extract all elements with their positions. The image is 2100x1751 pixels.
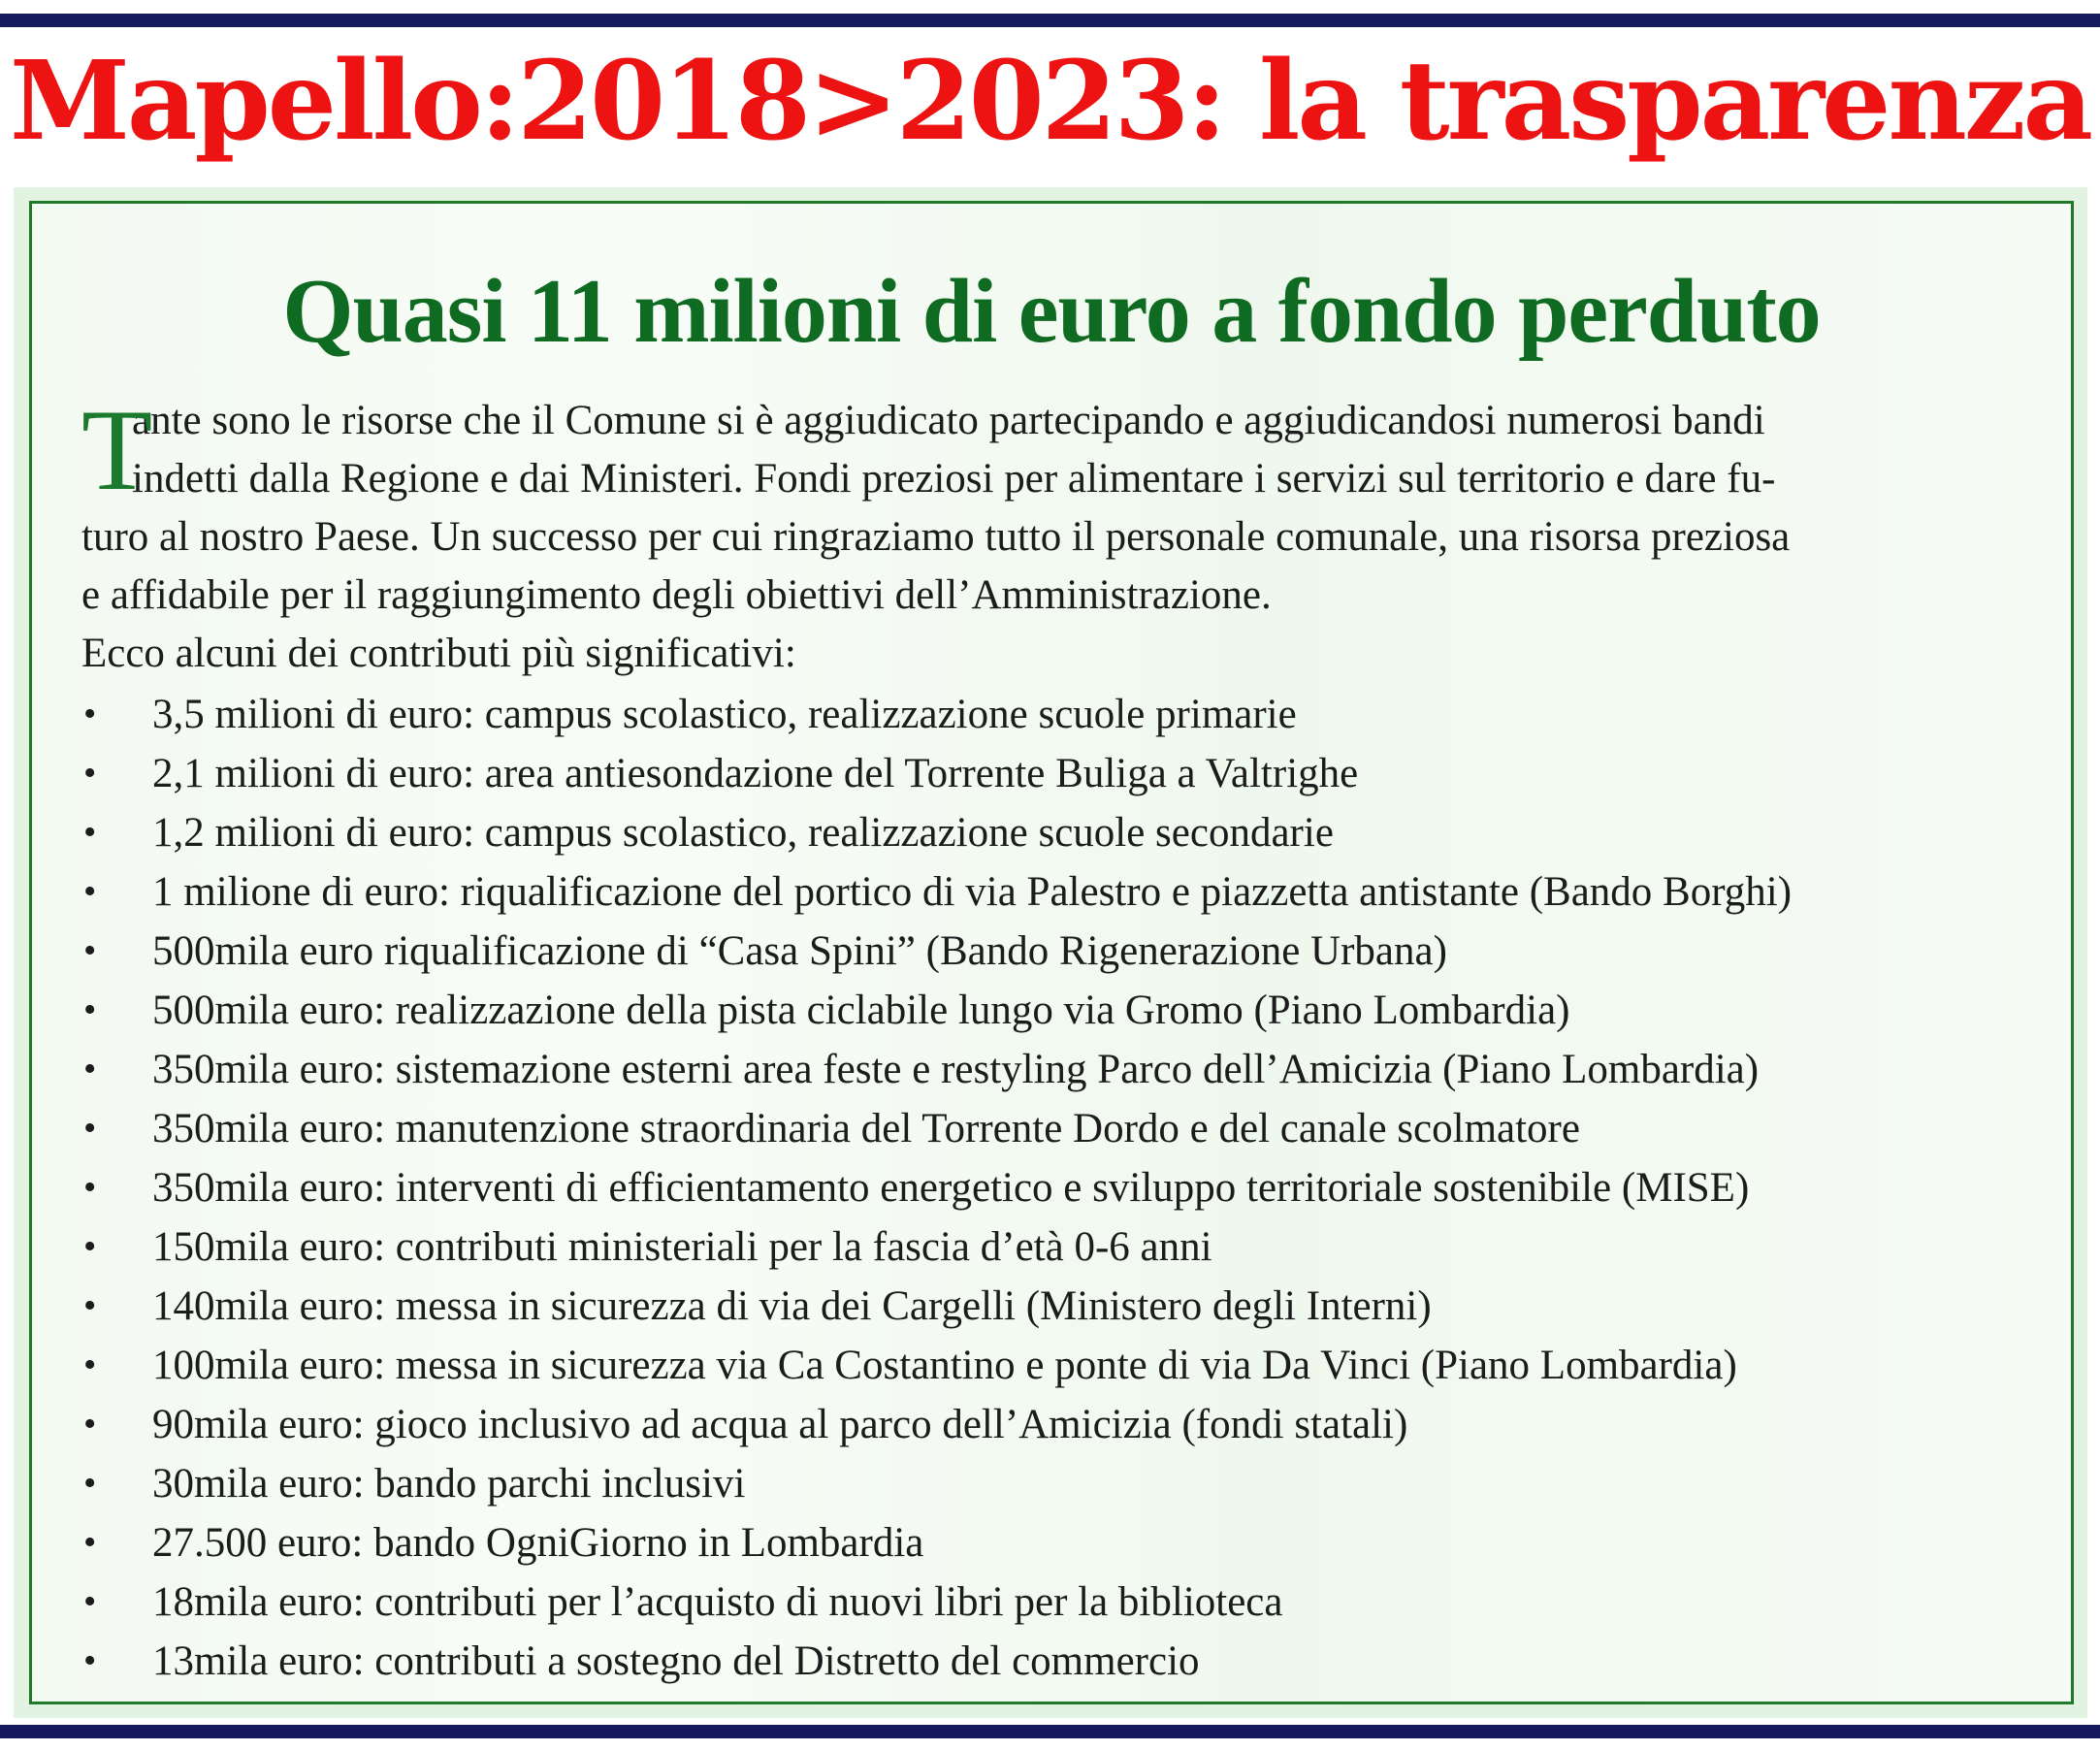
bullet-icon: • <box>83 1226 97 1267</box>
intro-first-block <box>81 385 2051 514</box>
intro-line: ante sono le risorse che il Comune si è aggiudicato partecipando e aggiudicandosi numerosi bandi <box>132 398 1765 443</box>
list-intro: Ecco alcuni dei contributi più significativi: <box>81 631 796 676</box>
list-item-text: 1 milione di euro: riqualificazione del portico di via Palestro e piazzetta antistante (Bando Borghi) <box>152 869 1793 915</box>
list-item <box>81 1217 2051 1277</box>
intro-line: indetti dalla Regione e dai Ministeri. Fondi preziosi per alimentare i servizi sul territorio e dare fu- <box>132 456 1776 502</box>
bullet-icon: • <box>83 753 97 794</box>
bullet-icon: • <box>83 1108 97 1149</box>
bullet-icon: • <box>83 930 97 971</box>
bottom-rule <box>0 1725 2100 1738</box>
list-item <box>81 1454 2051 1513</box>
article-frame <box>29 201 2074 1704</box>
bullet-icon: • <box>83 1049 97 1089</box>
list-item-text: 3,5 milioni di euro: campus scolastico, realizzazione scuole primarie <box>152 692 1297 737</box>
page-headline: Mapello:2018>2023: la trasparenza <box>9 38 2091 165</box>
list-item-text: 500mila euro riqualificazione di “Casa Spini” (Bando Rigenerazione Urbana) <box>152 928 1447 974</box>
article-panel <box>14 187 2087 1718</box>
intro-line: turo al nostro Paese. Un successo per cui ringraziamo tutto il personale comunale, una risorsa preziosa <box>81 514 1791 560</box>
list-item-text: 500mila euro: realizzazione della pista ciclabile lungo via Gromo (Piano Lombardia) <box>152 988 1570 1033</box>
bullet-icon: • <box>83 871 97 912</box>
list-item-text: 350mila euro: manutenzione straordinaria del Torrente Dordo e del canale scolmatore <box>152 1106 1580 1151</box>
list-item <box>81 1040 2051 1099</box>
list-item <box>81 1158 2051 1217</box>
list-item <box>81 1336 2051 1395</box>
list-item <box>81 922 2051 981</box>
list-item-text: 350mila euro: sistemazione esterni area feste e restyling Parco dell’Amicizia (Piano Lombardia) <box>152 1047 1760 1092</box>
drop-cap: T <box>81 385 153 514</box>
list-item-text: 1,2 milioni di euro: campus scolastico, realizzazione scuole secondarie <box>152 810 1334 856</box>
bullet-icon: • <box>83 694 97 734</box>
bullet-icon: • <box>83 1522 97 1563</box>
list-item-text: 30mila euro: bando parchi inclusivi <box>152 1461 746 1507</box>
list-item-text: 140mila euro: messa in sicurezza di via dei Cargelli (Ministero degli Interni) <box>152 1283 1432 1329</box>
article-title: Quasi 11 milioni di euro a fondo perduto <box>282 261 1821 362</box>
list-item-text: 13mila euro: contributi a sostegno del Distretto del commercio <box>152 1638 1200 1684</box>
list-item <box>81 1395 2051 1454</box>
list-item <box>81 1099 2051 1158</box>
list-item-text: 27.500 euro: bando OgniGiorno in Lombardia <box>152 1520 924 1566</box>
bullet-icon: • <box>83 1404 97 1444</box>
bullet-icon: • <box>83 1581 97 1622</box>
intro-line: e affidabile per il raggiungimento degli obiettivi dell’Amministrazione. <box>81 572 1272 618</box>
top-rule <box>0 14 2100 27</box>
list-item <box>81 685 2051 744</box>
list-item-text: 18mila euro: contributi per l’acquisto di nuovi libri per la biblioteca <box>152 1579 1283 1625</box>
list-item <box>81 1573 2051 1632</box>
list-item-text: 350mila euro: interventi di efficientamento energetico e sviluppo territoriale sostenibile (MISE) <box>152 1165 1750 1211</box>
bullet-icon: • <box>83 1640 97 1681</box>
article-intro <box>81 385 2051 683</box>
bullet-icon: • <box>83 1167 97 1208</box>
list-item <box>81 862 2051 922</box>
funding-list <box>81 685 2051 1691</box>
bullet-icon: • <box>83 812 97 853</box>
bullet-icon: • <box>83 1463 97 1504</box>
list-item <box>81 981 2051 1040</box>
list-item <box>81 1632 2051 1691</box>
list-item-text: 2,1 milioni di euro: area antiesondazione del Torrente Buliga a Valtrighe <box>152 751 1359 796</box>
list-item <box>81 1513 2051 1573</box>
list-item-text: 90mila euro: gioco inclusivo ad acqua al parco dell’Amicizia (fondi statali) <box>152 1402 1408 1447</box>
bullet-icon: • <box>83 1345 97 1385</box>
list-item-text: 100mila euro: messa in sicurezza via Ca Costantino e ponte di via Da Vinci (Piano Lombardia) <box>152 1343 1737 1388</box>
list-item <box>81 803 2051 862</box>
list-item <box>81 744 2051 803</box>
list-item-text: 150mila euro: contributi ministeriali per la fascia d’età 0-6 anni <box>152 1224 1212 1270</box>
list-item <box>81 1277 2051 1336</box>
bullet-icon: • <box>83 989 97 1030</box>
bullet-icon: • <box>83 1285 97 1326</box>
